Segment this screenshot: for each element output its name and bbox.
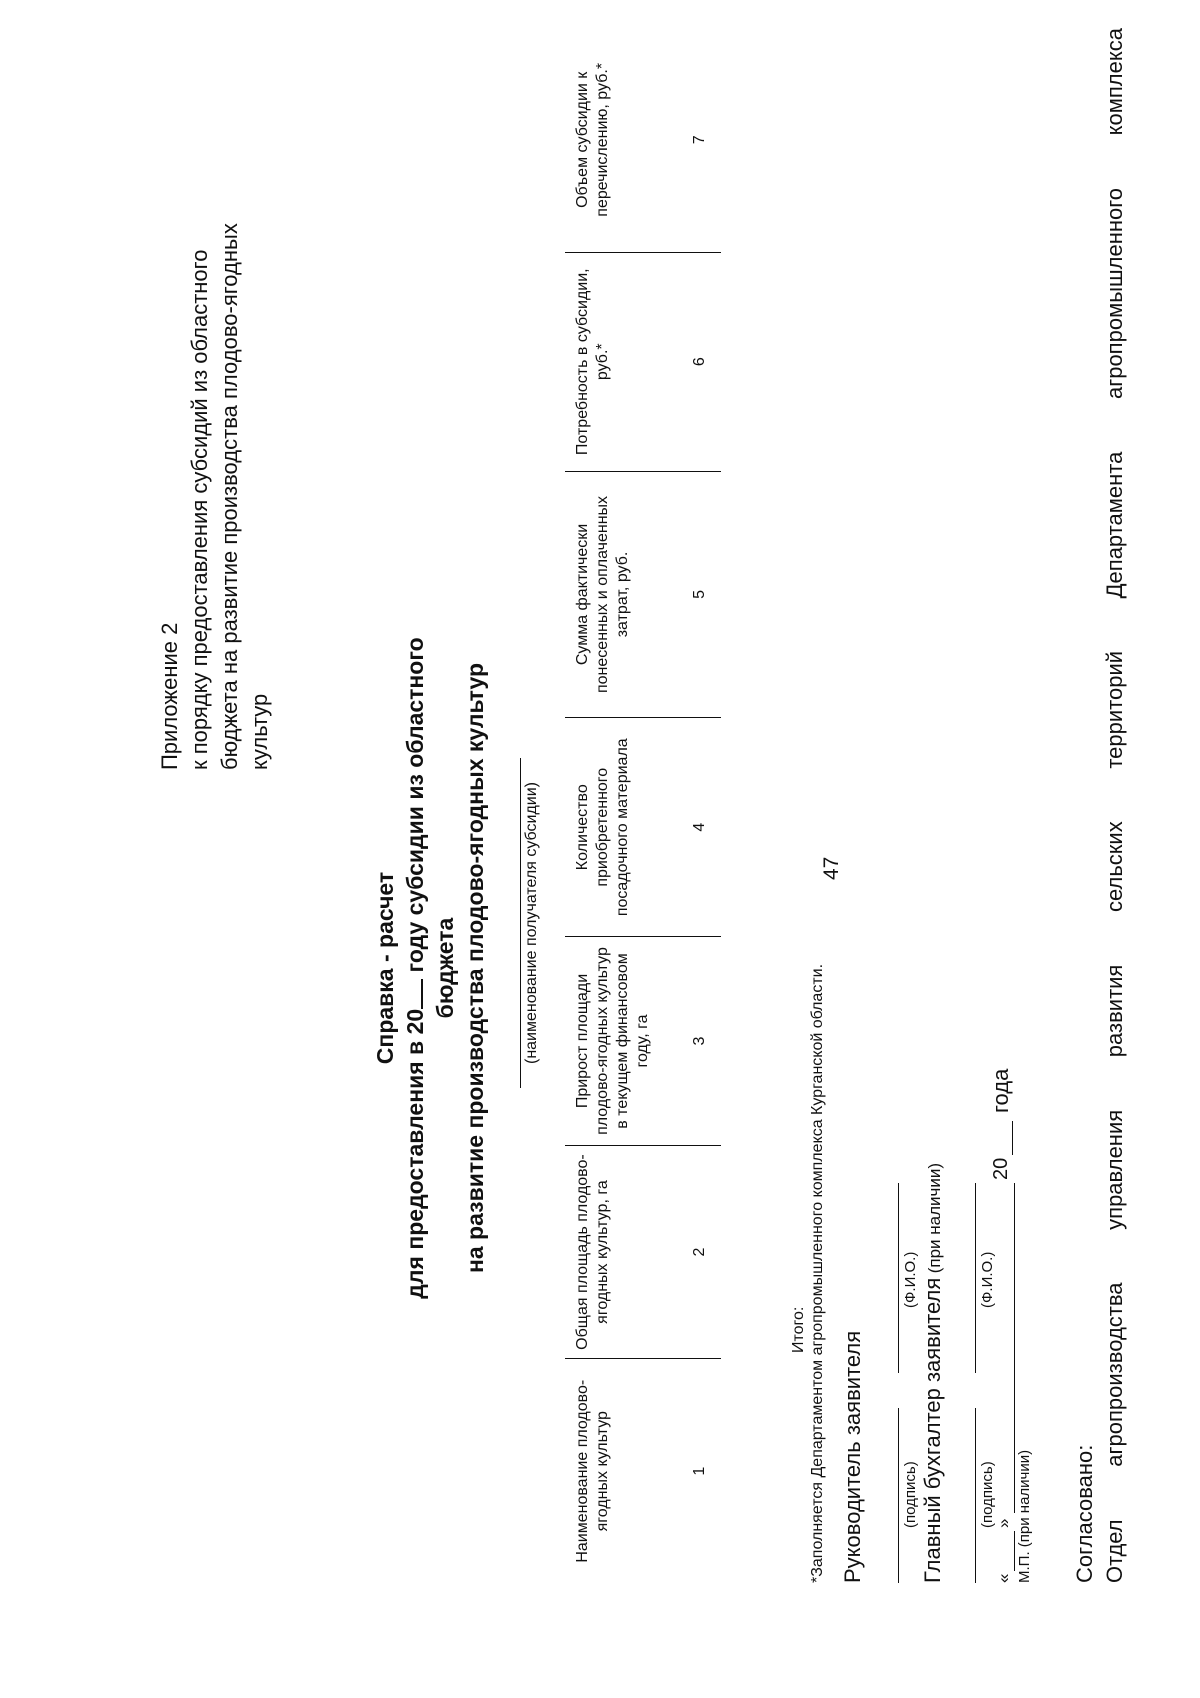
head-signature-line [898, 1408, 899, 1583]
year-suffix: года [988, 1068, 1013, 1113]
recipient-caption: (наименование получателя субсидии) [523, 782, 540, 1064]
column-header: Общая площадь плодово-ягодных культур, га [565, 1145, 687, 1359]
agreed-label: Согласовано: [1072, 1444, 1097, 1583]
title-line-3: на развитие производства плодово-ягодных культур [462, 663, 488, 1274]
date-month-line [1014, 1183, 1015, 1513]
year-prefix: 20 [990, 1157, 1012, 1180]
appendix-line-3: бюджета на развитие производства плодово-ягодных [217, 223, 242, 770]
column-number: 3 [687, 937, 721, 1145]
page-number: 47 [820, 856, 843, 880]
column-header: Объем субсидии к перечислению, руб.* [565, 28, 687, 252]
accountant-title: Главный бухгалтер заявителя [920, 1277, 945, 1583]
date-day-line [1014, 1531, 1015, 1571]
accountant-name-line [975, 1183, 976, 1373]
column-header: Сумма фактически понесенных и оплаченных затрат, руб. [565, 471, 687, 717]
accountant-note: (при наличии) [925, 1162, 944, 1274]
signature-caption: (подпись) [979, 1461, 996, 1528]
title-line-1: Справка - расчет [372, 871, 398, 1065]
agreed-department: Отдел агропроизводства управления развития сельских территорий Департамента агропромышленного комплекса [1102, 28, 1127, 1583]
column-number: 2 [687, 1145, 721, 1359]
year-line [1012, 1121, 1013, 1155]
appendix-header [155, 110, 275, 770]
stamp-note: М.П. (при наличии) [1016, 1449, 1033, 1583]
head-name-line [898, 1183, 899, 1373]
title-line-2-prefix: для предоставления в 20 [402, 1008, 428, 1299]
appendix-line-1: Приложение 2 [157, 622, 182, 770]
column-number: 6 [687, 252, 721, 471]
appendix-line-4: культур [247, 693, 272, 770]
name-caption: (Ф.И.О.) [902, 1251, 919, 1308]
appendix-line-2: к порядку предоставления субсидий из областного [187, 249, 212, 770]
total-label: Итого: [790, 1306, 807, 1353]
column-number-row [687, 28, 721, 1583]
document-title [370, 618, 490, 1318]
column-number: 4 [687, 718, 721, 937]
title-line-2-suffix: году субсидии из областного бюджета [402, 637, 458, 1019]
column-number: 5 [687, 471, 721, 717]
recipient-name-line [520, 758, 521, 1088]
calculation-table [565, 28, 721, 1583]
name-caption: (Ф.И.О.) [979, 1251, 996, 1308]
signature-caption: (подпись) [902, 1461, 919, 1528]
accountant-signatory [920, 1163, 946, 1583]
footnote: *Заполняется Департаментом агропромышленного комплекса Курганской области. [809, 963, 826, 1583]
year-blank [403, 979, 423, 1009]
column-header: Наименование плодово-ягодных культур [565, 1359, 687, 1583]
date-open-quote: « [994, 1573, 1013, 1583]
accountant-signature-line [975, 1408, 976, 1583]
title-line-2 [400, 618, 460, 1318]
date-close-quote: » [994, 1518, 1013, 1528]
column-number: 7 [687, 28, 721, 252]
head-signatory-title: Руководитель заявителя [840, 1330, 865, 1583]
column-header: Прирост площади плодово-ягодных культур в текущем финансовом году, га [565, 937, 687, 1145]
column-header: Количество приобретенного посадочного материала [565, 718, 687, 937]
column-number: 1 [687, 1359, 721, 1583]
table-header-row [565, 28, 687, 1583]
column-header: Потребность в субсидии, руб.* [565, 252, 687, 471]
